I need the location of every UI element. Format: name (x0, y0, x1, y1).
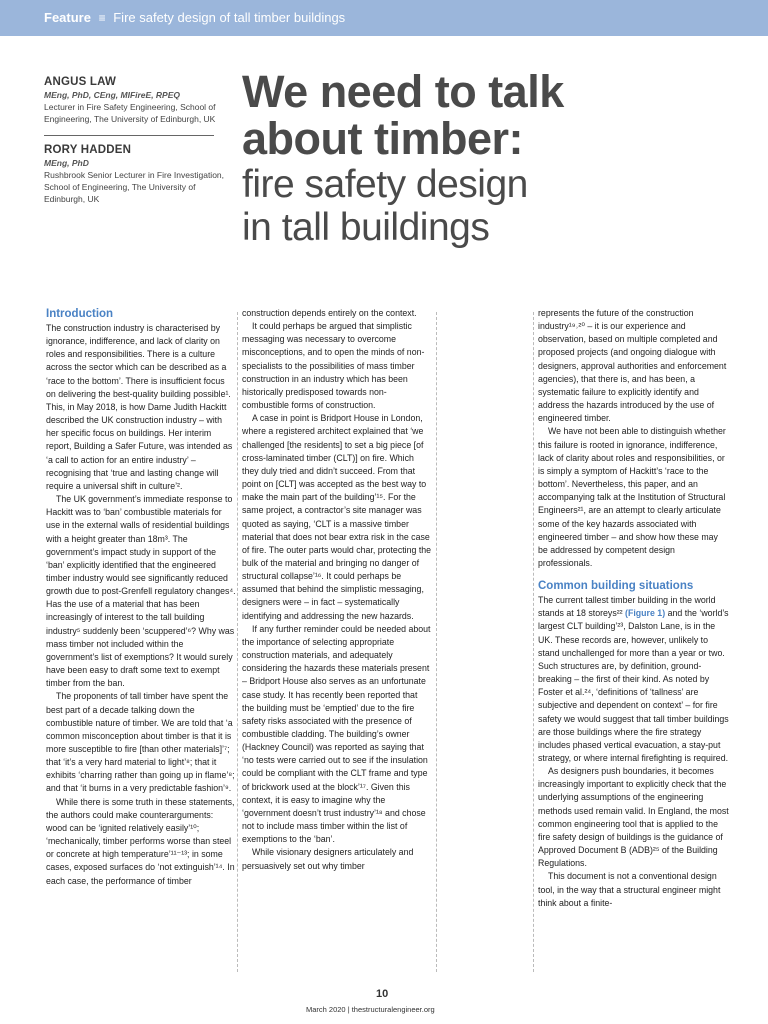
paragraph: If any further reminder could be needed about the importance of selecting appropriate construction materials, and adequately considering the hazards these materials present – Bridport House also serves as an unfortunate case study. It has recently been reported that the building must be ‘emptied’ due to the fire safety risks associated with the presence of combustible cladding. The building’s owner (Hackney Council) was reported as saying that ‘no tests were carried out to see if the insulation could be compliant with the CLT frame and type of brickwork used at the block’¹⁷. Given this context, it is easy to imagine why the ‘government doesn’t trust industry’¹⁸ and chose not to include mass timber within the list of exemptions to the ‘ban’. (242, 623, 431, 845)
paragraph: construction depends entirely on the context. (242, 308, 417, 318)
paragraph: While visionary designers articulately and persuasively set out why timber (242, 847, 414, 871)
author-name: RORY HADDEN (44, 144, 132, 156)
paragraph-text: The current tallest timber building in the world stands at 18 storeys²² (538, 595, 716, 619)
author-block (44, 76, 234, 215)
author-divider (44, 135, 214, 136)
page-number: 10 (376, 988, 389, 1000)
page-header-bar (0, 0, 768, 36)
menu-lines-icon: ≡ (98, 11, 106, 25)
author-credentials: MEng, PhD (44, 158, 89, 168)
figure-reference-link[interactable]: (Figure 1) (625, 608, 666, 619)
column-divider (436, 312, 437, 972)
author-affiliation: Rushbrook Senior Lecturer in Fire Investigation, School of Engineering, The University of Edinburgh, UK (44, 170, 225, 204)
article-column-3 (538, 307, 730, 910)
paragraph: As designers push boundaries, it becomes increasingly important to explicitly check that the underlying assumptions of the engineering methods used remain valid. In England, the most common engineering tool that is applied to the fire safety design of buildings is the guidance of Approved Document B (ADB)²⁵ of the Building Regulations. (538, 766, 729, 869)
paragraph: While there is some truth in these statements, the authors could make counterarguments: wood can be ‘ignited relatively easily’¹⁰; ‘mechanically, timber performs worse than steel or concrete at high temperature’¹¹⁻¹³; in some cases, exposed surfaces do ‘not extinguish’¹⁴. In each case, the performance of timber (46, 796, 235, 886)
paragraph-text: and the ‘world’s largest CLT building’²³, Dalston Lane, is in the UK. These records are, however, unlikely to stand unchallenged for more than a year or two. Such structures are, by definition, ground-breaking – the first of their kind. As noted by Foster et al.²⁴, ‘definitions of ‘tallness’ are subjective and dependent on context’ – for fire safety we would suggest that tall timber buildings are those buildings where the fire strategy includes phased vertical evacuation, a stay-put strategy, or where internal firefighting is required. (538, 608, 729, 763)
article-column-2 (242, 307, 432, 873)
title-line-1: We need to talk (242, 66, 564, 117)
paragraph: The proponents of tall timber have spent the best part of a decade talking down the combustible nature of timber. We are told that ‘a common misconception about timber is that it is more susceptible to fire [than other materials]’⁷; that ‘it’s a very hard material to light’⁸; that it exhibits ‘charring rather than going up in flame’⁸; and that ‘it burns in a very predictable fashion’⁹. (46, 691, 235, 794)
section-heading-introduction: Introduction (46, 308, 114, 320)
header-running-title (44, 10, 345, 25)
author-affiliation: Lecturer in Fire Safety Engineering, School of Engineering, The University of Edinburgh, UK (44, 102, 216, 124)
paragraph (538, 594, 730, 765)
paragraph: This document is not a conventional design tool, in the way that a structural engineer might think about a finite- (538, 871, 721, 908)
paragraph: We have not been able to distinguish whether this failure is rooted in ignorance, indifference, lack of clarity about roles and responsibilities, or is simply a symptom of Hackitt’s ‘race to the bottom’. Nevertheless, this paper, and an accompanying talk at the Institution of Structural Engineers²¹, are an attempt to clearly articulate some of the key hazards associated with engineered timber – and show how these may be addressed by competent design professionals. (538, 426, 726, 568)
article-column-1 (46, 307, 236, 888)
section-heading-common-building-situations: Common building situations (538, 580, 694, 593)
paragraph: A case in point is Bridport House in London, where a registered architect explained that ‘we challenged [the residents] to set a big piece [of cross-laminated timber (CLT)] on fire. Which they duly tried and didn’t succeed. From that point on [CLT] was accepted as the best way to make the main part of the building’¹⁵. For the same project, a contractor’s site manager was quoted as saying, ‘CLT is a massive timber material that does not bear extra risk in the case of fire. The outer parts would char, protecting the bulk of the material and bringing no danger of structural collapse’¹⁶. It could perhaps be assumed that behind the simplistic messaging, designers were – in fact – systematically identifying and addressing the new hazards. (242, 413, 432, 621)
column-divider (237, 312, 238, 972)
footer-publication-line: March 2020 | thestructuralengineer.org (306, 1005, 435, 1014)
author-credentials: MEng, PhD, CEng, MIFireE, RPEQ (44, 90, 181, 100)
subtitle-line-2: in tall buildings (242, 206, 490, 249)
title-line-2: about timber: (242, 113, 523, 164)
header-topic: Fire safety design of tall timber buildings (113, 10, 346, 25)
subtitle-line-1: fire safety design (242, 163, 528, 206)
author-name: ANGUS LAW (44, 76, 117, 88)
column-divider (533, 312, 534, 972)
header-section-label: Feature (44, 10, 91, 25)
author-1 (44, 76, 234, 125)
paragraph: It could perhaps be argued that simplistic messaging was necessary to overcome misconceptions, and to open the minds of non-specialists to the possibilities of mass timber construction in an industry which has been historically predisposed towards non-combustible forms of construction. (242, 321, 425, 411)
paragraph: The construction industry is characterised by ignorance, indifference, and lack of clarity on roles and responsibilities. There is a culture across the sector which can be described as a ‘race to the bottom’. There is insufficient focus on delivering the best-quality building possible¹. This, in May 2018, is how Dame Judith Hackitt described the UK construction industry – with her specific focus on buildings. Her interim report, Building a Safer Future, was intended as ‘a call to action for an entire industry’ – recognising that ‘true and lasting change will require a universal shift in culture’². (46, 323, 233, 491)
paragraph: represents the future of the construction industry¹⁹˒²⁰ – it is our experience and observation, based on multiple completed and proposed projects (and ongoing dialogue with designers, approval authorities and enforcement agencies), that there is, and has been, a systematic failure to explicitly identify and address the hazards introduced by the use of engineered timber. (538, 308, 727, 424)
author-2 (44, 144, 234, 205)
article-title (242, 68, 742, 248)
paragraph: The UK government’s immediate response to Hackitt was to ‘ban’ combustible materials for use in the external walls of residential buildings with a height greater than 18m³. The government’s impact study in support of the ‘ban’ explicitly identified that the engineered timber industry would see significantly reduced growth due to post-Grenfell regulatory changes⁴. Has the use of a material that has been increasingly of interest to the tall building industry⁵ suddenly been ‘scuppered’⁶? Why was mass timber not included within the government’s list of exemptions? It would surely have been easy to draft some text to exempt timber from the ban. (46, 494, 236, 689)
